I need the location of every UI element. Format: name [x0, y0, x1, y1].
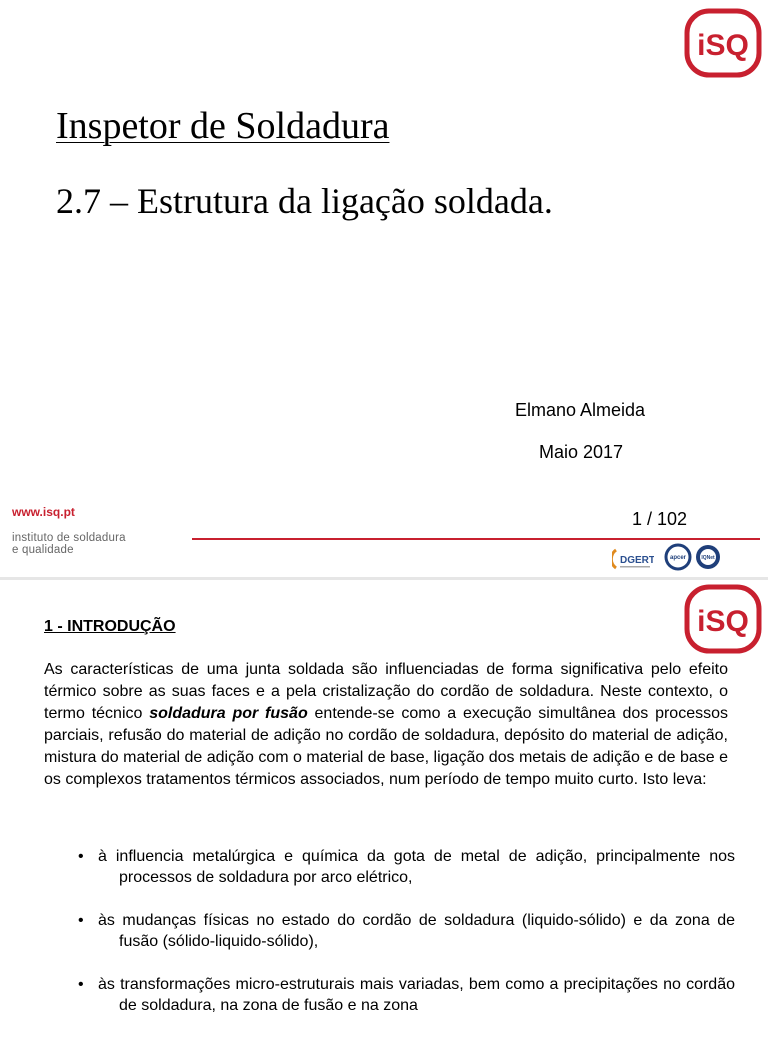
- apcer-logo: [664, 543, 692, 571]
- svg-text:apcer: apcer: [669, 555, 687, 561]
- presentation-date: Maio 2017: [539, 442, 624, 462]
- list-item: • às mudanças físicas no estado do cordão de soldadura (liquido-sólido) e da zona de fusão (sólido-liquido-sólido),: [78, 910, 735, 952]
- presentation-subtitle: 2.7 – Estrutura da ligação soldada.: [56, 181, 553, 221]
- svg-text:DGERT: DGERT: [620, 555, 654, 566]
- dgert-logo: [612, 546, 654, 572]
- intro-text-part2: entende-se como a execução simultânea dos processos parciais, refusão do material de adição no cordão de soldadura, depósito do material de adição, mistura do material de adição com o material de base, ligação dos metais de adição e de base e os complexos tratamentos térmicos associados, num período de tempo muito curto. Isto leva:: [44, 705, 729, 788]
- website-link[interactable]: www.isq.pt: [12, 505, 75, 519]
- institute-name: [12, 532, 126, 556]
- iqnet-logo: [694, 543, 722, 571]
- list-item: • à influencia metalúrgica e química da gota de metal de adição, principalmente nos processos de soldadura por arco elétrico,: [78, 846, 735, 888]
- intro-paragraph: [44, 659, 728, 791]
- effects-list: [78, 846, 735, 1038]
- author-name: Elmano Almeida: [515, 400, 646, 420]
- intro-text-part1: As características de uma junta soldada são influenciadas de forma significativa pelo efeito térmico sobre as suas faces e a pela cristalização do cordão de soldadura. Neste contexto, o termo técnico: [44, 661, 728, 722]
- isq-logo: [684, 8, 762, 78]
- list-item: • às transformações micro-estruturais mais variadas, bem como a precipitações no cordão de soldadura, na zona de fusão e na zona: [78, 974, 735, 1016]
- section-heading: 1 - INTRODUÇÃO: [44, 618, 176, 635]
- institute-name-line1: instituto de soldadura: [12, 532, 126, 544]
- presentation-title: Inspetor de Soldadura: [56, 105, 390, 147]
- intro-emphasis: soldadura por fusão: [149, 705, 308, 722]
- isq-logo: [684, 584, 762, 654]
- page-counter: 1 / 102: [632, 509, 688, 529]
- footer-divider: [192, 538, 760, 540]
- svg-text:iSQ: iSQ: [697, 605, 749, 638]
- logo-text: iSQ: [697, 29, 749, 62]
- svg-text:IQNet: IQNet: [701, 555, 715, 561]
- institute-name-line2: e qualidade: [12, 544, 74, 556]
